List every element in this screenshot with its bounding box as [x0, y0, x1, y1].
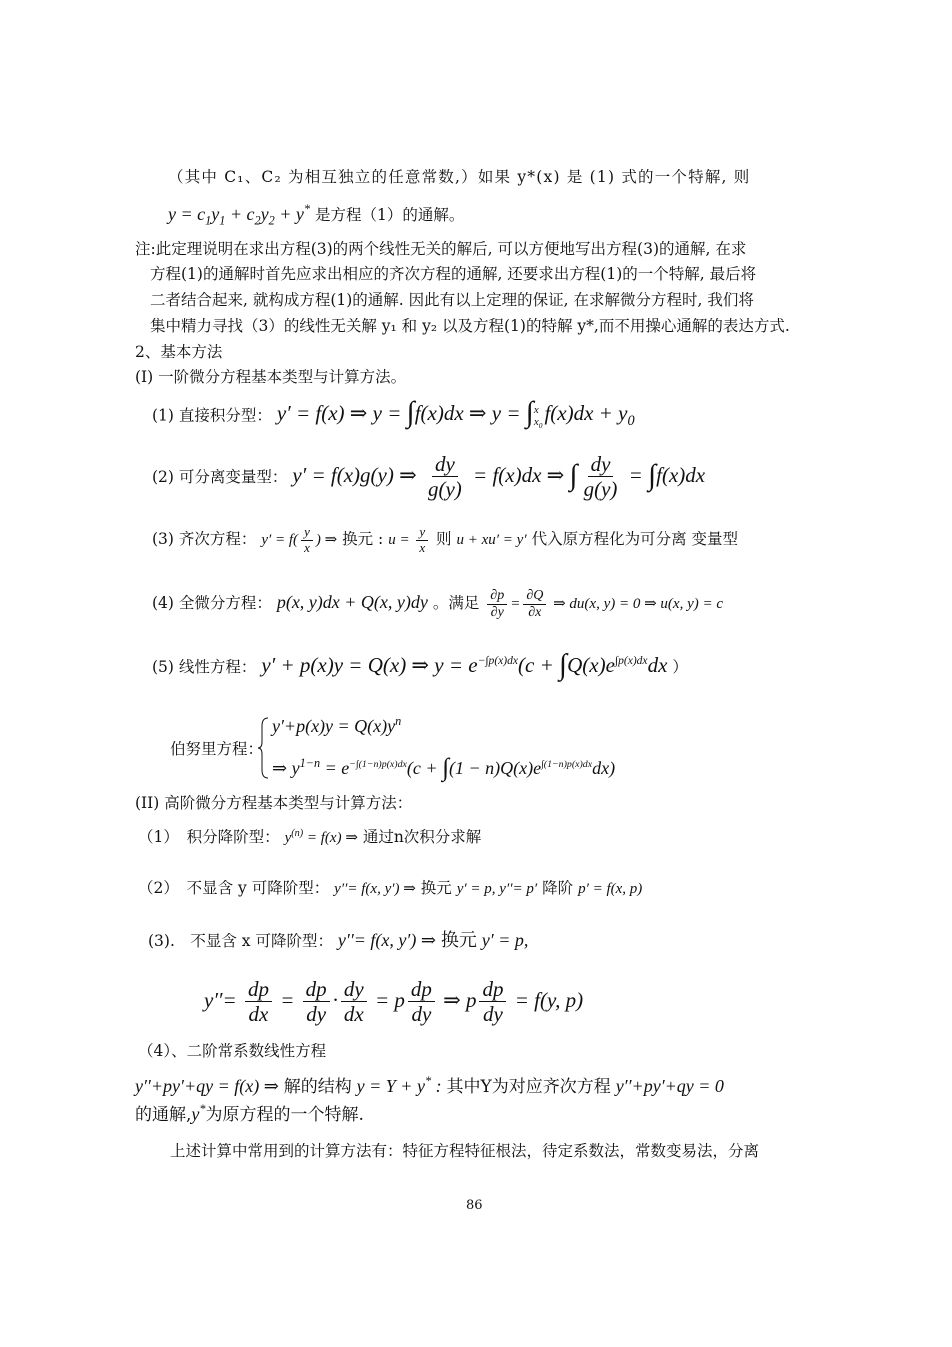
item-homogeneous: (3) 齐次方程： y′ = f( $\frac{y}{x}$ ) ⇒ 换元 : u = $\frac{y}{x}$ 则 u + xu′ = y′ 代入原方程化为可分离 变量型 — [152, 524, 738, 555]
item-no-x-derivation: y′′= $\frac{dp}{dx}$ = $\frac{dp}{dy}$ · $\frac{dy}{dx}$ = p $\frac{dp}{dy}$ ⇒ p $\frac{dp}{dy}$ = f(y, p) — [204, 977, 584, 1027]
item-direct-integration: (1) 直接积分型： y′ = f(x) ⇒ y = ∫f(x)dx ⇒ y = ∫ x $x_0$ $f(x)dx + y_0$ — [152, 397, 635, 430]
intro-line-1: （其中 C₁、C₂ 为相互独立的任意常数,）如果 y*(x) 是 (1) 式的一个特解, 则 — [168, 168, 751, 186]
item-integral-reduction: （1） 积分降阶型： $y^{(n)} = f(x)$ ⇒ 通过n次积分求解 — [138, 828, 482, 846]
item-label: (4) 全微分方程： — [152, 594, 272, 612]
item-constant-coeff: （4）、二阶常系数线性方程 — [138, 1042, 327, 1060]
item-text: 换元 — [440, 930, 477, 951]
item-text: 换元 : — [342, 530, 384, 548]
page-number: 86 — [466, 1198, 483, 1213]
item-label: (3) 齐次方程： — [152, 530, 257, 548]
last-line: 上述计算中常用到的计算方法有：特征方程特征根法，待定系数法，常数变易法，分离 — [170, 1142, 760, 1160]
intro-line-2: $y = c_1y_1 + c_2y_2 + y^*$ 是方程（1）的通解。 — [168, 202, 465, 228]
constant-coeff-line-1: y′′+py′+qy = f(x) ⇒ 解的结构 y = Y + y* : 其中Y为对应齐次方程 y′′+py′+qy = 0 — [135, 1074, 724, 1097]
item-text: 的通解, — [135, 1105, 192, 1125]
part1-heading: (I) 一阶微分方程基本类型与计算方法。 — [135, 368, 407, 386]
note-line-2: 方程(1)的通解时首先应求出相应的齐次方程的通解, 还要求出方程(1)的一个特解, 最后将 — [150, 265, 757, 283]
item-no-x: (3). 不显含 x 可降阶型： y′′= f(x, y′) ⇒ 换元 y′ = p, — [148, 930, 529, 951]
item-text: 为原方程的一个特解. — [205, 1105, 364, 1125]
section-heading: 2、基本方法 — [135, 343, 223, 361]
item-no-y: （2） 不显含 y 可降阶型： y′′= f(x, y′) ⇒ 换元 y′ = p, y′′= p′ 降阶 p′ = f(x, p) — [138, 879, 643, 897]
item-text: 换元 — [420, 879, 452, 897]
item-text: 降阶 — [542, 879, 574, 897]
item-label: (5) 线性方程： — [152, 658, 257, 676]
item-text: 。满足 — [432, 594, 480, 612]
item-separable: (2) 可分离变量型： y′ = f(x)g(y) ⇒ $\frac{dy}{g(y)}$ = f(x)dx ⇒ ∫ $\frac{dy}{g(y)}$ = ∫f(x)dx — [152, 452, 706, 502]
bernoulli-label: 伯努里方程： — [170, 740, 264, 758]
note-line-3: 二者结合起来, 就构成方程(1)的通解. 因此有以上定理的保证, 在求解微分方程时, 我们将 — [150, 291, 754, 309]
item-text: 通过n次积分求解 — [362, 828, 482, 846]
note-line-1: 注:此定理说明在求出方程(3)的两个线性无关的解后, 可以方便地写出方程(3)的通解, 在求 — [135, 240, 747, 258]
bernoulli-eq-2: ⇒ $y^{1-n} = e^{-\int(1-n)p(x)dx}(c + \int(1 - n)Q(x)e^{\int(1-n)p(x)dx}dx)$ — [272, 754, 616, 782]
note-line-4: 集中精力寻找（3）的线性无关解 y₁ 和 y₂ 以及方程(1)的特解 y*,而不用操心通解的表达方式. — [150, 317, 790, 335]
item-exact: (4) 全微分方程： p(x, y)dx + Q(x, y)dy 。满足 $\frac{\partial p}{\partial y}$ = $\frac{\partial Q}{\partial x}$ ⇒ du(x, y) = 0 ⇒ u(x, y) = c — [152, 588, 724, 620]
item-label: （2） 不显含 y 可降阶型： — [138, 879, 330, 897]
part2-heading: (II) 高阶微分方程基本类型与计算方法： — [135, 794, 413, 812]
item-label: (2) 可分离变量型： — [152, 468, 288, 486]
constant-coeff-line-2: 的通解,y*为原方程的一个特解. — [135, 1102, 364, 1125]
item-text: 则 — [436, 530, 452, 548]
item-text: 解的结构 — [283, 1077, 352, 1097]
item-label: (3). 不显含 x 可降阶型： — [148, 932, 333, 950]
item-text: 代入原方程化为可分离 变量型 — [531, 530, 738, 548]
item-close-paren: ） — [672, 658, 688, 676]
item-linear: (5) 线性方程： y′ + p(x)y = Q(x) ⇒ $y = e^{-\int p(x)dx}(c + \int Q(x)e^{\int p(x)dx}dx$ ） — [152, 649, 688, 681]
intro-line-2-text: 是方程（1）的通解。 — [314, 206, 465, 224]
item-label: (1) 直接积分型： — [152, 406, 272, 425]
item-text: 其中Y为对应齐次方程 — [446, 1077, 611, 1097]
item-label: （1） 积分降阶型： — [138, 828, 280, 846]
bernoulli-brace — [258, 716, 270, 780]
bernoulli-eq-1: $y'+p(x)y = Q(x)y^n$ — [272, 714, 402, 736]
